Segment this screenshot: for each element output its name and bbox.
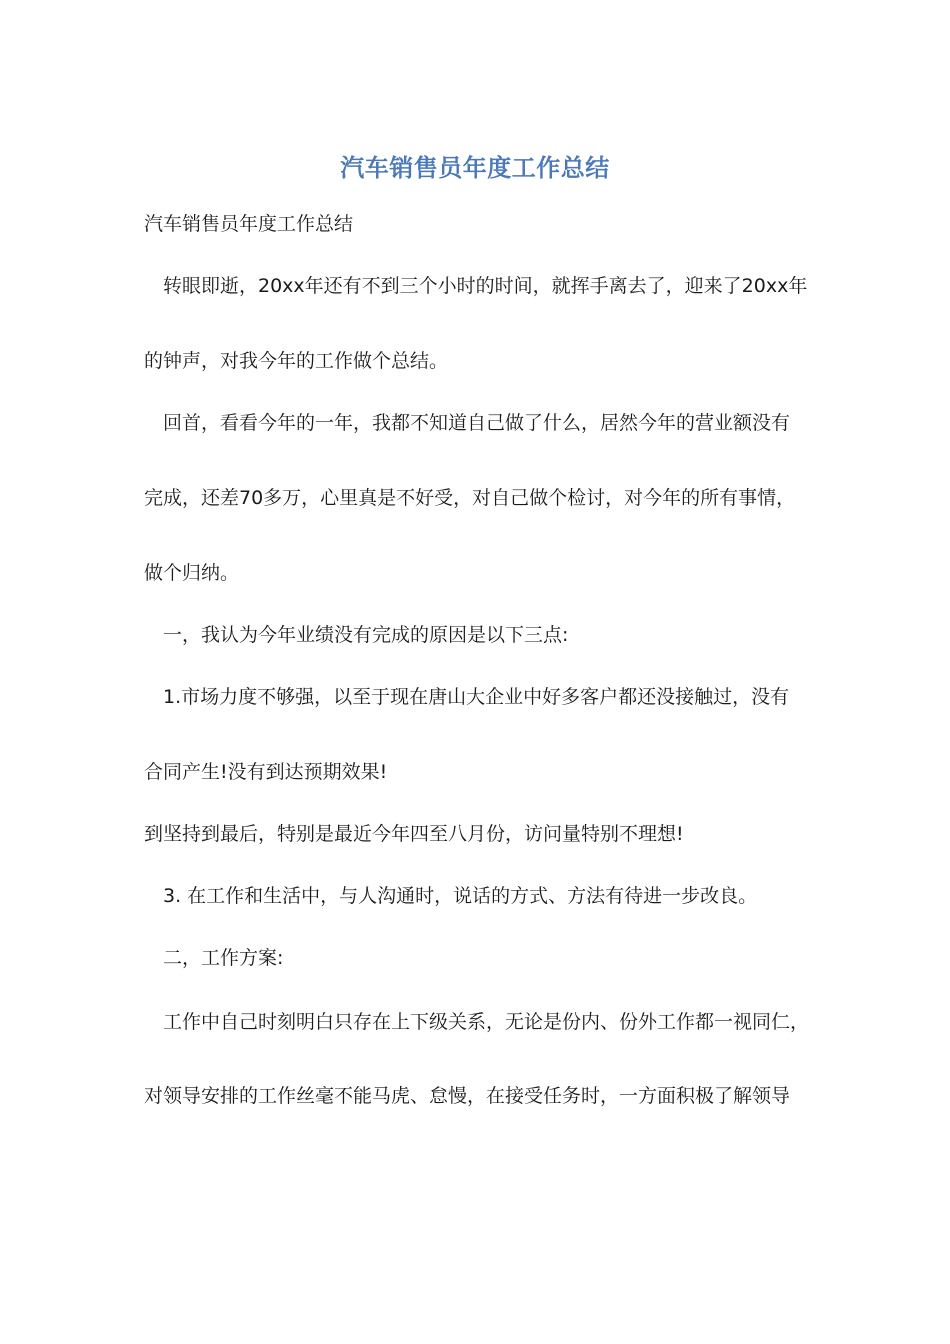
paragraph-line: 完成，还差70多万，心里真是不好受，对自己做个检讨，对今年的所有事情，	[144, 487, 796, 509]
subtitle-line: 汽车销售员年度工作总结	[144, 213, 354, 235]
section-heading: 二，工作方案:	[163, 947, 284, 969]
document-title: 汽车销售员年度工作总结	[340, 154, 610, 182]
paragraph-line: 转眼即逝，20xx年还有不到三个小时的时间，就挥手离去了，迎来了20xx年	[163, 275, 808, 297]
list-item-line: 合同产生!没有到达预期效果!	[144, 761, 388, 783]
paragraph-line: 的钟声，对我今年的工作做个总结。	[144, 350, 449, 372]
list-item-line: 1.市场力度不够强，以至于现在唐山大企业中好多客户都还没接触过，没有	[163, 686, 790, 708]
paragraph-line: 对领导安排的工作丝毫不能马虎、怠慢，在接受任务时，一方面积极了解领导	[144, 1085, 791, 1107]
list-item-line: 3. 在工作和生活中，与人沟通时，说话的方式、方法有待进一步改良。	[163, 885, 758, 907]
paragraph-line: 工作中自己时刻明白只存在上下级关系，无论是份内、份外工作都一视同仁，	[163, 1011, 810, 1033]
paragraph-line: 回首，看看今年的一年，我都不知道自己做了什么，居然今年的营业额没有	[163, 412, 791, 434]
section-heading: 一，我认为今年业绩没有完成的原因是以下三点:	[163, 624, 569, 646]
list-item-line: 到坚持到最后，特别是最近今年四至八月份，访问量特别不理想!	[144, 823, 684, 845]
paragraph-line: 做个归纳。	[144, 562, 240, 584]
